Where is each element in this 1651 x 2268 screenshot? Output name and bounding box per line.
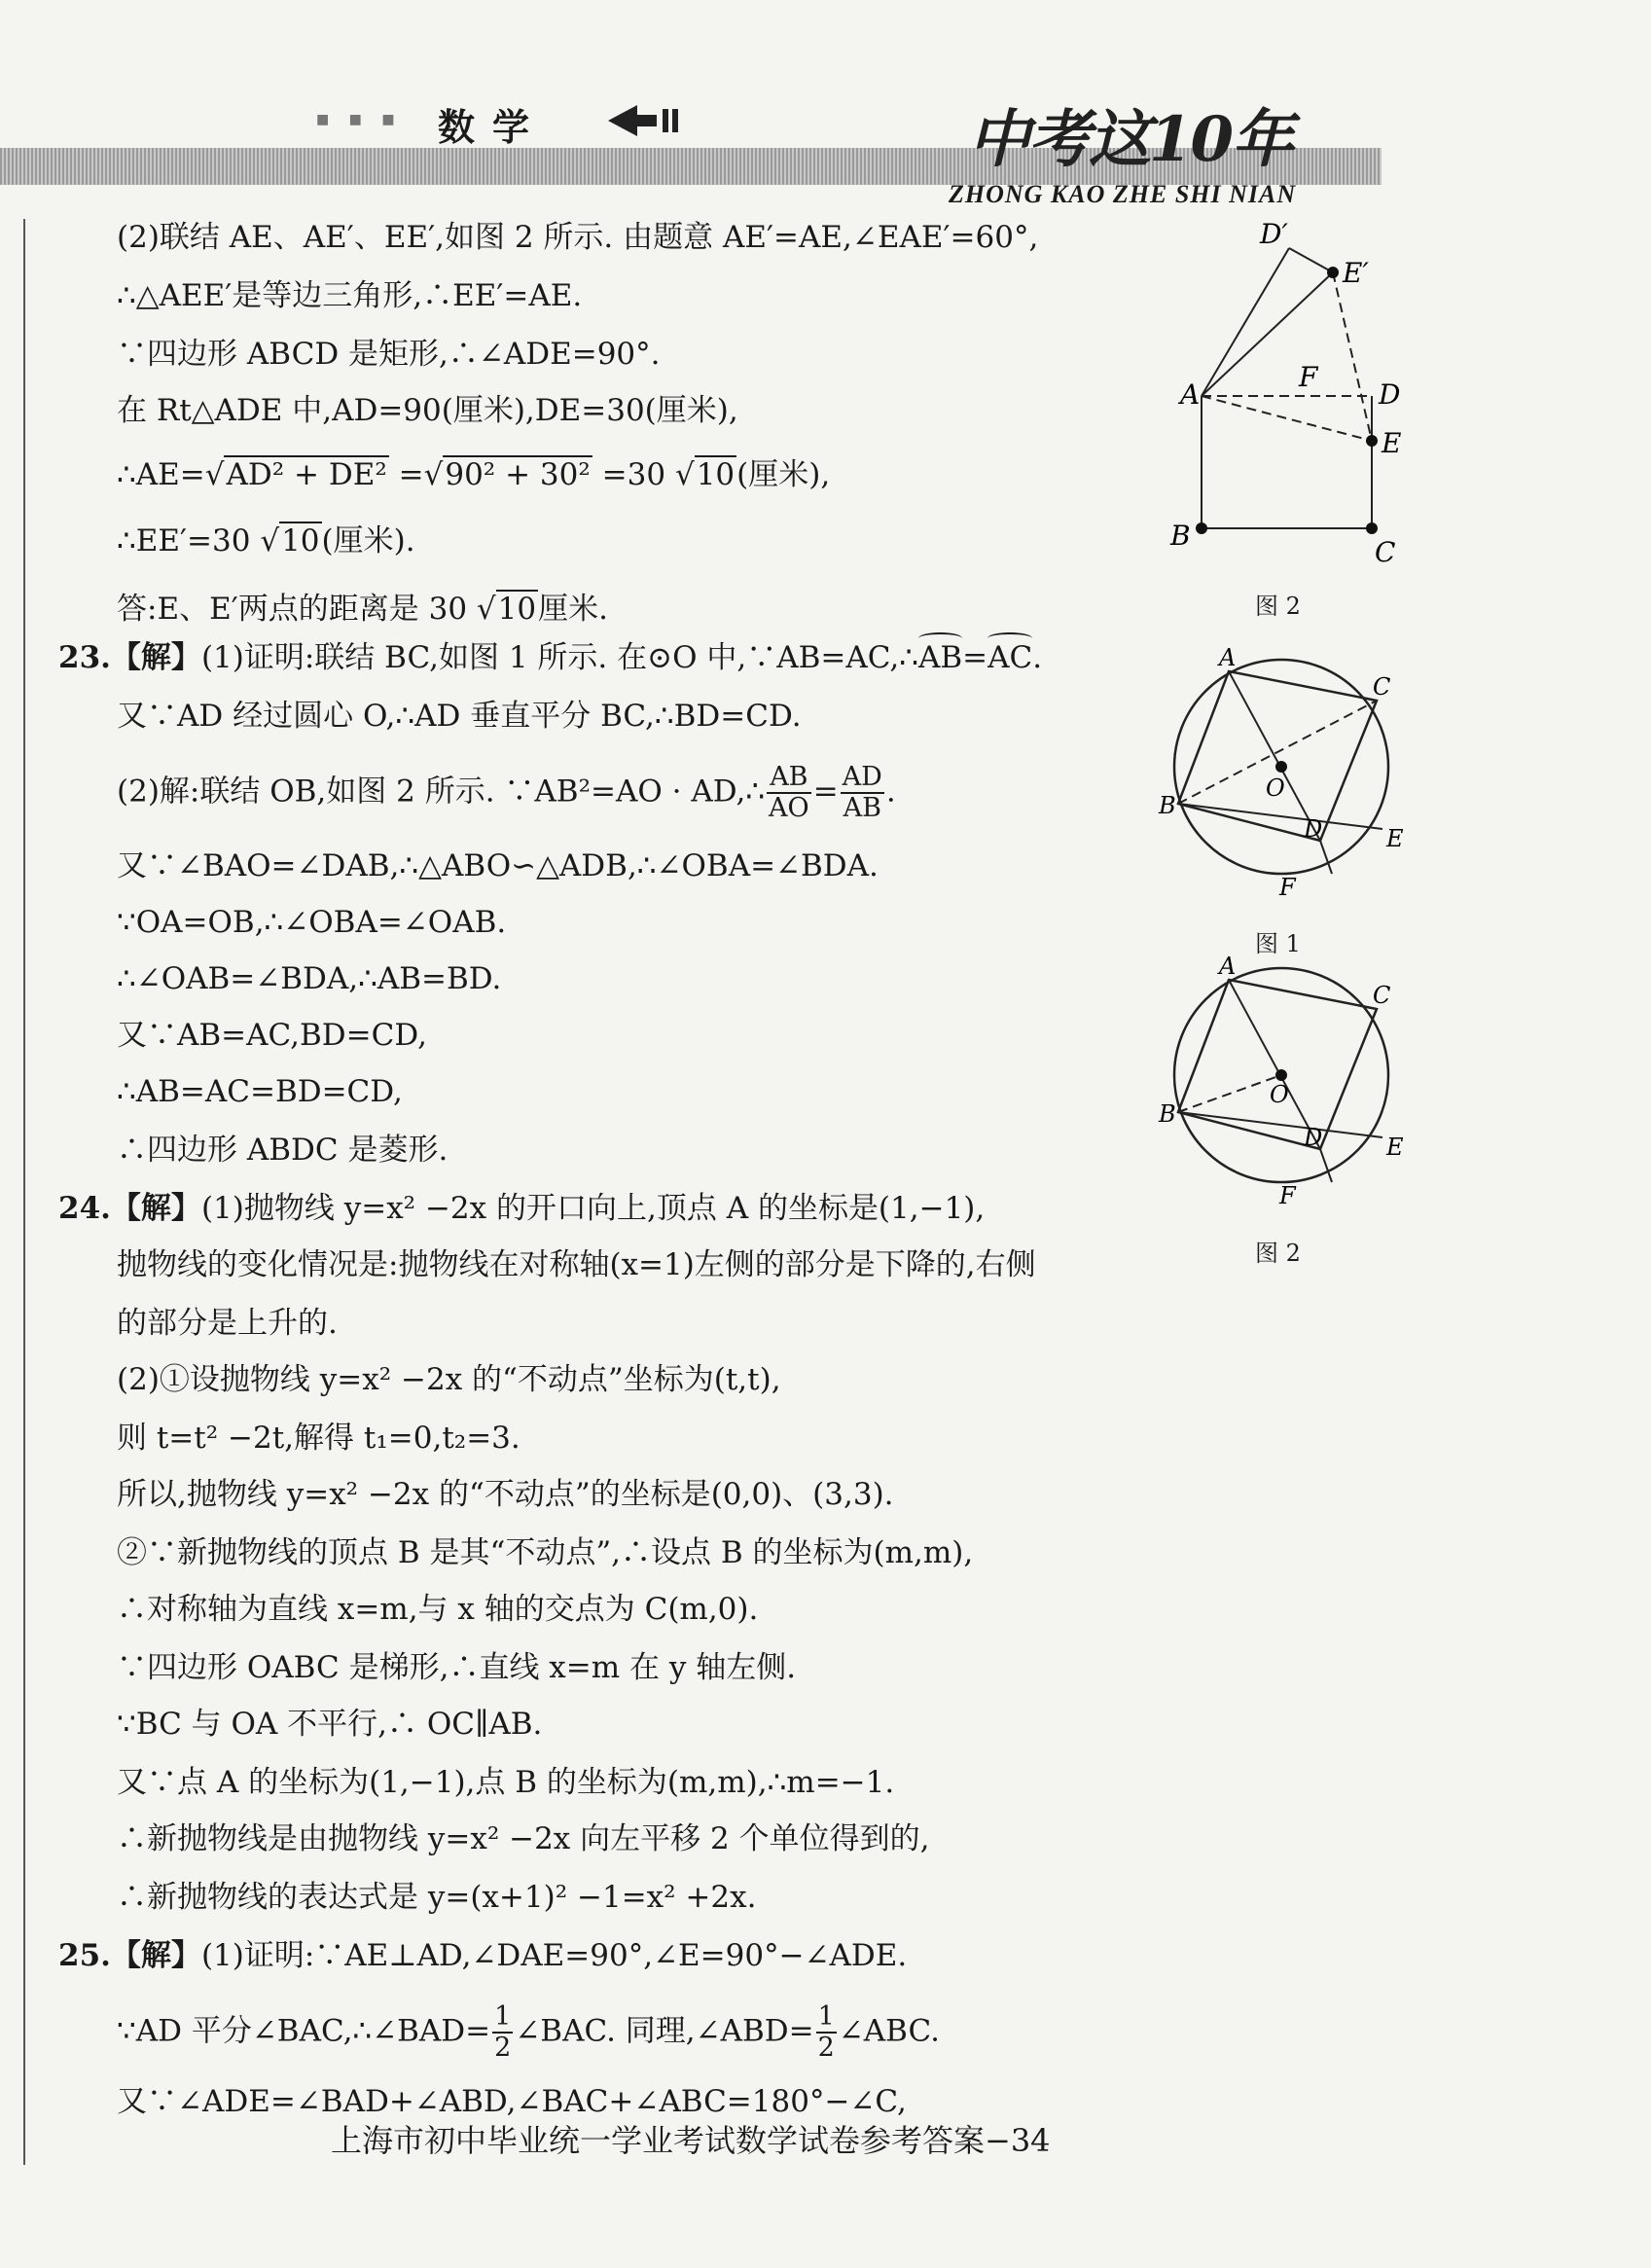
page-footer: 上海市初中毕业统一学业考试数学试卷参考答案−34: [331, 2122, 1051, 2159]
fraction: $\frac{AB}{AO}$: [769, 762, 809, 823]
text-line: 答:E、E′两点的距离是 30 √10厘米.: [117, 592, 608, 627]
figure-rectangle: [1163, 219, 1425, 579]
segment-AD-prime: [1202, 248, 1289, 396]
question-number: 23.【解】: [58, 640, 201, 675]
text-line: 则 t=t² −2t,解得 t₁=0,t₂=3.: [117, 1421, 520, 1456]
figure-caption: 图 2: [1255, 1240, 1301, 1267]
segment-EE-prime: [1333, 272, 1372, 441]
header-dots: ■ ■ ■: [316, 112, 403, 127]
text-line: ∴∠OAB=∠BDA,∴AB=BD.: [117, 961, 502, 996]
text-line: ∵四边形 OABC 是梯形,∴直线 x=m 在 y 轴左侧.: [117, 1650, 797, 1685]
segment-BE: [1178, 804, 1382, 829]
text-fragment: (1)证明:联结 BC,如图 1 所示. 在⊙O 中,∵AB=AC,∴: [200, 640, 918, 675]
point-O: [1275, 1069, 1287, 1081]
label-B: B: [1159, 792, 1176, 819]
text-line: ∴新抛物线的表达式是 y=(x+1)² −1=x² +2x.: [117, 1880, 757, 1915]
text-line: 又∵点 A 的坐标为(1,−1),点 B 的坐标为(m,m),∴m=−1.: [117, 1765, 895, 1800]
label-D: D: [1304, 815, 1323, 843]
text-line: ∴AE=√AD² + DE² =√90² + 30² =30 √10(厘米),: [117, 457, 831, 492]
segment-OB: [1178, 1075, 1281, 1112]
text-line: (2)①设抛物线 y=x² −2x 的“不动点”坐标为(t,t),: [117, 1362, 781, 1397]
figure-caption: 图 1: [1255, 930, 1301, 957]
point-B: [1196, 522, 1207, 534]
point-O: [1275, 761, 1287, 773]
label-E: E: [1386, 825, 1404, 852]
text-fragment: (1)证明:∵AE⊥AD,∠DAE=90°,∠E=90°−∠ADE.: [200, 1938, 908, 1973]
question-23-line: [58, 636, 1042, 679]
text-line: ∵BC 与 OA 不平行,∴ OC∥AB.: [117, 1707, 543, 1742]
text-line: 在 Rt△ADE 中,AD=90(厘米),DE=30(厘米),: [117, 393, 738, 428]
question-number: 25.【解】: [58, 1938, 201, 1973]
label-D-prime: D′: [1260, 219, 1288, 250]
text-line: ②∵新抛物线的顶点 B 是其“不动点”,∴设点 B 的坐标为(m,m),: [117, 1535, 974, 1570]
segment-DF: [1320, 841, 1332, 874]
text-line: [117, 763, 896, 823]
label-B: B: [1170, 520, 1191, 552]
label-D: D: [1304, 1124, 1323, 1151]
label-O: O: [1266, 774, 1285, 802]
label-A: A: [1219, 953, 1237, 980]
arc-label: AB: [917, 640, 963, 675]
margin-line: [23, 219, 25, 2165]
sqrt-expression: AD² + DE²: [226, 457, 387, 492]
label-A: A: [1180, 378, 1201, 411]
question-25-line: [58, 1934, 907, 1977]
text-line: ∴对称轴为直线 x=m,与 x 轴的交点为 C(m,0).: [117, 1592, 759, 1627]
label-E-prime: E′: [1343, 257, 1369, 289]
text-fragment: ∠BAC. 同理,∠ABD=: [515, 2013, 814, 2049]
label-E: E: [1382, 427, 1402, 459]
sqrt-expression: 90² + 30²: [445, 457, 591, 492]
header-arrow-icon: [608, 101, 686, 140]
sqrt-expression: 10: [696, 457, 736, 492]
text-fragment: (厘米).: [321, 523, 415, 558]
question-24-line: [58, 1187, 985, 1230]
text-fragment: .: [1032, 640, 1043, 675]
text-line: 的部分是上升的.: [117, 1306, 338, 1341]
header-subject: 数学: [438, 105, 548, 149]
fraction: $\frac{1}{2}$: [817, 2001, 835, 2063]
text-line: ∵OA=OB,∴∠OBA=∠OAB.: [117, 905, 507, 940]
sqrt-expression: 10: [281, 523, 320, 558]
fraction: $\frac{AD}{AB}$: [842, 762, 882, 823]
logo: 中考这10年: [968, 103, 1293, 176]
text-line: ∴新抛物线是由抛物线 y=x² −2x 向左平移 2 个单位得到的,: [117, 1821, 930, 1856]
text-fragment: (1)抛物线 y=x² −2x 的开口向上,顶点 A 的坐标是(1,−1),: [200, 1191, 986, 1226]
label-F: F: [1299, 361, 1318, 393]
arc-label: AC: [987, 640, 1033, 675]
text-line: 又∵∠BAO=∠DAB,∴△ABO∽△ADB,∴∠OBA=∠BDA.: [117, 848, 879, 883]
text-fragment: 厘米.: [538, 592, 608, 627]
figure-circle-1: [1153, 640, 1416, 913]
text-fragment: 答:E、E′两点的距离是 30: [117, 592, 468, 627]
fraction: $\frac{1}{2}$: [494, 2001, 512, 2063]
segment-AE: [1202, 396, 1372, 441]
label-B: B: [1159, 1100, 1176, 1128]
point-C: [1366, 522, 1378, 534]
text-fragment: ∴AE=: [117, 457, 205, 492]
label-D: D: [1379, 378, 1401, 411]
text-line: ∴EE′=30 √10(厘米).: [117, 523, 415, 558]
text-line: ∴AB=AC=BD=CD,: [117, 1074, 403, 1109]
sqrt-expression: 10: [497, 592, 537, 627]
label-C: C: [1373, 982, 1391, 1009]
text-line: ∴△AEE′是等边三角形,∴EE′=AE.: [117, 278, 583, 313]
point-E: [1366, 435, 1378, 447]
label-C: C: [1373, 673, 1391, 701]
label-O: O: [1270, 1081, 1289, 1108]
text-fragment: ∴EE′=30: [117, 523, 251, 558]
figure-caption: 图 2: [1255, 593, 1301, 620]
label-F: F: [1279, 1182, 1296, 1209]
label-C: C: [1375, 536, 1396, 568]
text-line: (2)联结 AE、AE′、EE′,如图 2 所示. 由题意 AE′=AE,∠EAE′=60°,: [117, 220, 1039, 255]
segment-D-prime-E-prime: [1289, 248, 1333, 272]
text-fragment: =: [398, 457, 424, 492]
text-fragment: (2)解:联结 OB,如图 2 所示. ∵AB²=AO · AD,∴: [117, 774, 766, 810]
logo-subtitle: ZHONG KAO ZHE SHI NIAN: [949, 180, 1297, 208]
figure-circle-2: [1153, 949, 1416, 1221]
text-fragment: ∠ABC.: [838, 2013, 940, 2049]
text-fragment: (厘米),: [736, 457, 831, 492]
label-F: F: [1279, 874, 1296, 901]
question-number: 24.【解】: [58, 1191, 201, 1226]
text-line: [117, 2002, 940, 2063]
segment-BE: [1178, 1112, 1382, 1137]
text-line: 抛物线的变化情况是:抛物线在对称轴(x=1)左侧的部分是下降的,右侧: [117, 1247, 1036, 1282]
text-line: 所以,抛物线 y=x² −2x 的“不动点”的坐标是(0,0)、(3,3).: [117, 1477, 894, 1512]
text-line: 又∵AD 经过圆心 O,∴AD 垂直平分 BC,∴BD=CD.: [117, 699, 802, 734]
text-fragment: =30: [601, 457, 666, 492]
segment-DF: [1320, 1149, 1332, 1182]
text-line: 又∵AB=AC,BD=CD,: [117, 1018, 427, 1053]
text-fragment: .: [885, 774, 896, 810]
label-A: A: [1219, 644, 1237, 671]
text-line: ∴四边形 ABDC 是菱形.: [117, 1133, 449, 1168]
point-E-prime: [1327, 267, 1339, 278]
text-line: ∵四边形 ABCD 是矩形,∴∠ADE=90°.: [117, 337, 661, 372]
text-fragment: =: [962, 640, 988, 675]
text-fragment: =: [812, 774, 839, 810]
text-line: 又∵∠ADE=∠BAD+∠ABD,∠BAC+∠ABC=180°−∠C,: [117, 2084, 907, 2119]
text-fragment: ∵AD 平分∠BAC,∴∠BAD=: [117, 2013, 491, 2049]
label-E: E: [1386, 1134, 1404, 1161]
